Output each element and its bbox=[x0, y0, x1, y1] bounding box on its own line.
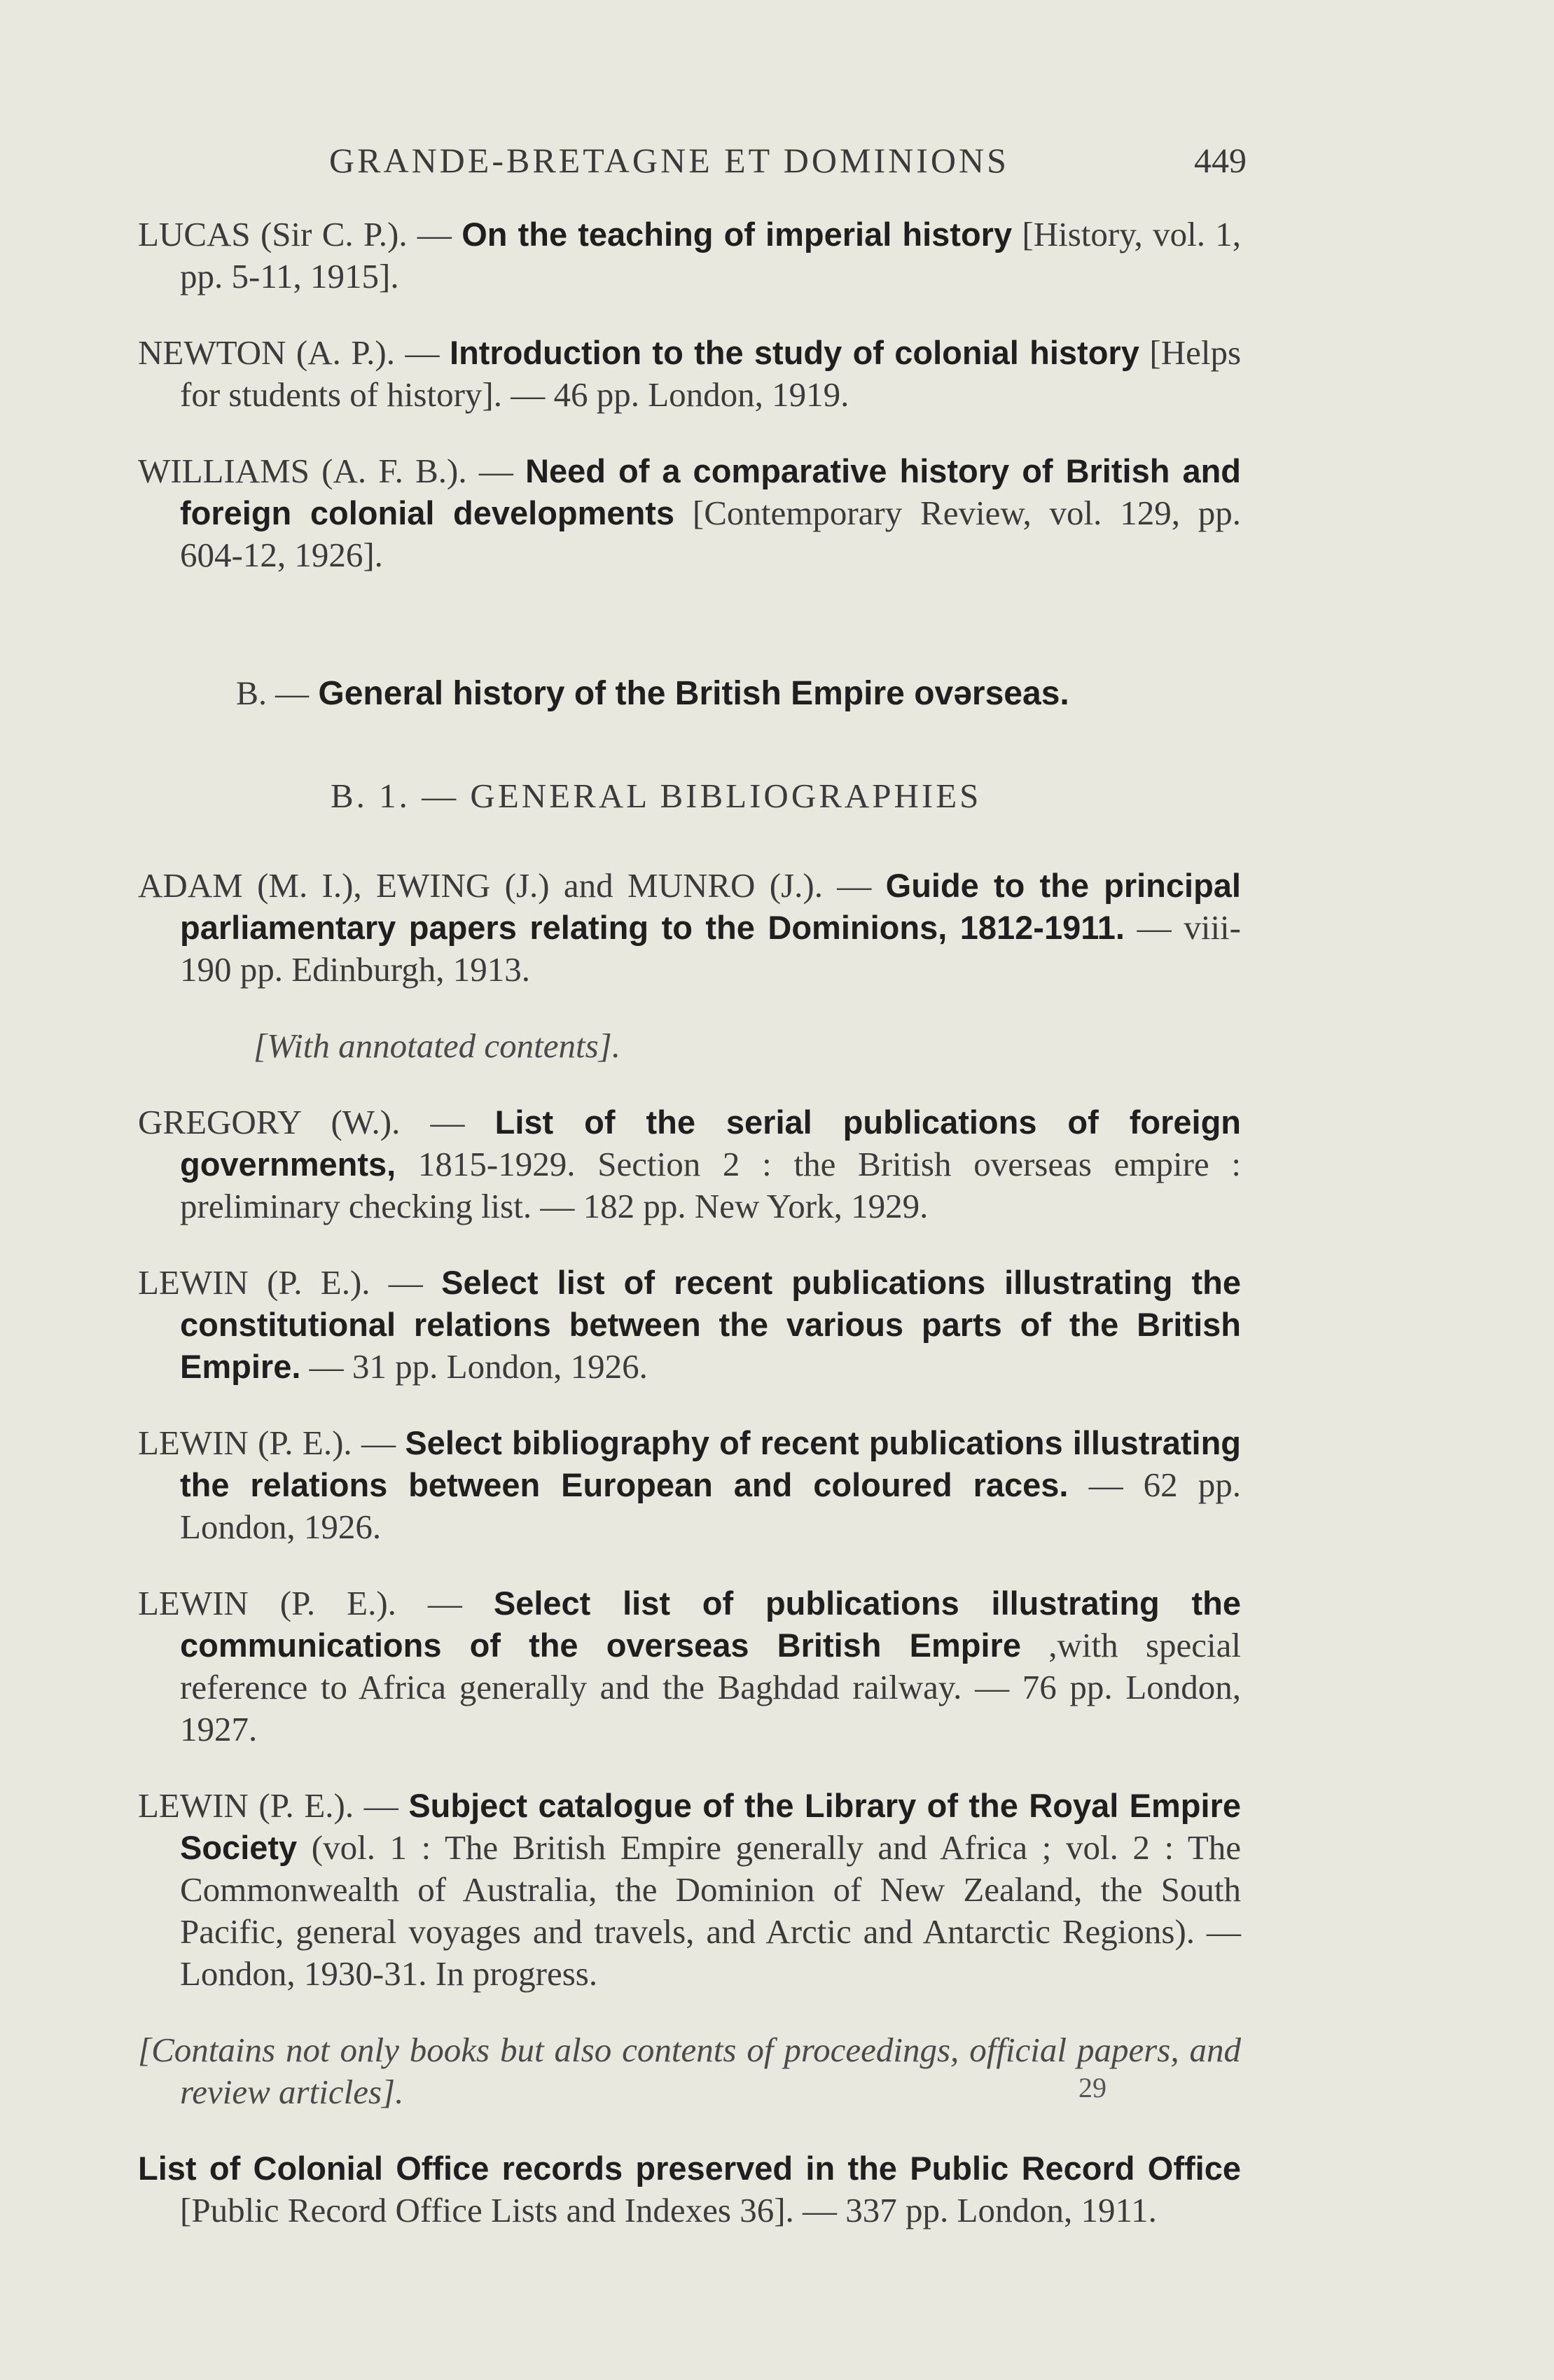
bib-entry-newton bbox=[138, 332, 1241, 416]
bib-entry-lucas bbox=[138, 214, 1241, 298]
section-title: General history of the British Empire ovərseas. bbox=[318, 675, 1069, 712]
page-content bbox=[138, 214, 1241, 2239]
entry-rest: [Helps for students of history]. — 46 pp. London, 1919. bbox=[180, 333, 1242, 414]
entry-author: ADAM (M. I.), EWING (J.) and MUNRO (J.). — bbox=[138, 866, 872, 905]
entry-rest: — viii-190 pp. Edinburgh, 1913. bbox=[180, 908, 1241, 989]
entry-author: GREGORY (W.). — bbox=[138, 1103, 465, 1141]
entry-author: WILLIAMS (A. F. B.). — bbox=[138, 452, 513, 490]
entry-title: Introduction to the study of colonial history bbox=[450, 334, 1139, 371]
bib-entry-lewin-catalogue bbox=[138, 1785, 1241, 1995]
entry-rest: [History, vol. 1, pp. 5-11, 1915]. bbox=[180, 215, 1242, 295]
entry-title: Subject catalogue of the Library of the Royal Empire Society bbox=[180, 1787, 1242, 1866]
bib-entry-adam bbox=[138, 865, 1241, 991]
entry-author: LUCAS (Sir C. P.). — bbox=[138, 215, 452, 253]
entry-title: Select list of recent publications illustrating the constitutional relations between the various parts of the British Empire. bbox=[180, 1264, 1242, 1385]
page-number: 449 bbox=[1194, 141, 1247, 180]
subsection-heading: B. 1. — GENERAL BIBLIOGRAPHIES bbox=[331, 777, 982, 815]
entry-author: LEWIN (P. E.). — bbox=[138, 1584, 462, 1622]
bib-entry-lewin-races bbox=[138, 1422, 1241, 1548]
entry-title: List of the serial publications of foreign governments, bbox=[180, 1104, 1241, 1183]
annotation-note: [Contains not only books but also contents of proceedings, official papers, and review articles]. bbox=[138, 2031, 1241, 2111]
entry-title: On the teaching of imperial history bbox=[462, 216, 1013, 253]
bib-entry-gregory bbox=[138, 1101, 1241, 1227]
entry-rest: — 31 pp. London, 1926. bbox=[309, 1347, 648, 1386]
entry-rest: — 62 pp. London, 1926. bbox=[180, 1466, 1241, 1546]
entry-title: List of Colonial Office records preserved in the Public Record Office bbox=[138, 2150, 1241, 2187]
section-prefix: B. — bbox=[236, 675, 310, 712]
entry-rest: 1815-1929. Section 2 : the British overseas empire : preliminary checking list. — 182 pp. New York, 1929. bbox=[180, 1145, 1241, 1225]
entry-title: Guide to the principal parliamentary papers relating to the Dominions, 1812-1911. bbox=[180, 867, 1241, 946]
entry-author: NEWTON (A. P.). — bbox=[138, 333, 440, 372]
entry-rest: [Public Record Office Lists and Indexes 36]. — 337 pp. London, 1911. bbox=[180, 2191, 1157, 2229]
running-head bbox=[329, 140, 1247, 189]
section-heading bbox=[138, 674, 1241, 713]
entry-title: Select bibliography of recent publications illustrating the relations between European and coloured races. bbox=[180, 1424, 1242, 1503]
bib-entry-lewin-communications bbox=[138, 1582, 1241, 1751]
entry-author: LEWIN (P. E.). — bbox=[138, 1263, 423, 1302]
entry-author: LEWIN (P. E.). — bbox=[138, 1786, 398, 1825]
entry-rest: [Contemporary Review, vol. 129, pp. 604-12, 1926]. bbox=[180, 494, 1241, 574]
annotation-note: [With annotated contents]. bbox=[254, 1027, 620, 1065]
bib-entry-colonial-office bbox=[138, 2148, 1241, 2232]
entry-author: LEWIN (P. E.). — bbox=[138, 1424, 396, 1462]
running-title: GRANDE-BRETAGNE ET DOMINIONS bbox=[329, 141, 1009, 180]
entry-rest: (vol. 1 : The British Empire generally and Africa ; vol. 2 : The Commonwealth of Australia, the Dominion of New Zealand, the South Pacific, general voyages and travels, and Arctic and Antarctic Regions). — London, 1930-31. In progress. bbox=[180, 1828, 1242, 1993]
bib-entry-lewin-constitutional bbox=[138, 1262, 1241, 1388]
entry-rest: ,with special reference to Africa generally and the Baghdad railway. — 76 pp. London, 1927. bbox=[180, 1626, 1242, 1748]
entry-title: Need of a comparative history of British and foreign colonial developments bbox=[180, 452, 1242, 531]
bib-entry-williams bbox=[138, 450, 1241, 576]
entry-title: Select list of publications illustrating the communications of the overseas British Empire bbox=[180, 1585, 1242, 1664]
signature-mark: 29 bbox=[1078, 2072, 1106, 2103]
